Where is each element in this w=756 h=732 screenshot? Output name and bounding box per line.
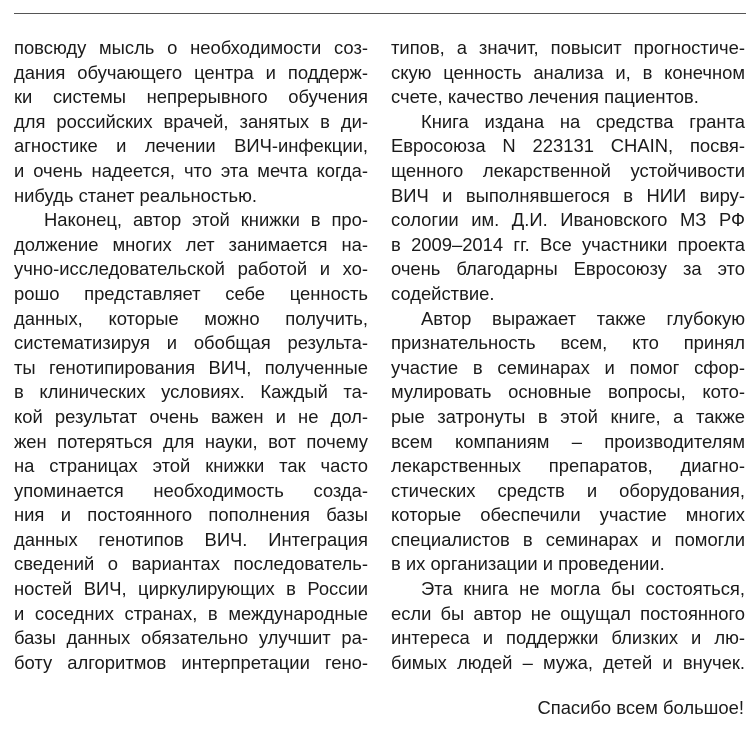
text-line: в 2009–2014 гг. Все участники проекта: [391, 233, 745, 255]
text-line: и соседних странах, в международные: [14, 602, 368, 624]
text-line: ния и постоянного пополнения базы: [14, 504, 368, 526]
text-line: участие в семинарах и помог сфор-: [391, 356, 745, 378]
text-line: нибудь станет реальностью.: [14, 184, 257, 206]
paragraph: [14, 208, 368, 675]
text-line: ВИЧ и выполнявшегося в НИИ виру-: [391, 184, 745, 206]
paragraph: [14, 36, 368, 208]
text-line: учно-исследовательской работой и хо-: [14, 258, 368, 280]
text-line: очень благодарны Евросоюзу за это: [391, 258, 745, 280]
text-line: которые обеспечили участие многих: [391, 504, 745, 526]
text-line: данных, которые можно получить,: [14, 307, 368, 329]
text-line: Автор выражает также глубокую: [421, 307, 745, 329]
text-line: лекарственных препаратов, диагно-: [391, 455, 745, 477]
paragraph: [391, 110, 745, 307]
text-line: скую ценность анализа и, в конечном: [391, 61, 745, 83]
left-column: [14, 36, 368, 675]
text-line: признательность всем, кто принял: [391, 332, 745, 354]
text-line: содействие.: [391, 282, 495, 304]
text-line: для российских врачей, занятых в ди-: [14, 110, 368, 132]
text-line: упоминается необходимость созда-: [14, 479, 368, 501]
text-line: специалистов в семинарах и помогли: [391, 528, 745, 550]
text-line: кой результат очень важен и не дол-: [14, 405, 368, 427]
text-line: сологии им. Д.И. Ивановского МЗ РФ: [391, 209, 745, 231]
text-line: сведений о вариантах последователь-: [14, 553, 368, 575]
text-line: счете, качество лечения пациентов.: [391, 86, 699, 108]
text-line: повсюду мысль о необходимости соз-: [14, 37, 368, 58]
text-line: данных генотипов ВИЧ. Интеграция: [14, 528, 368, 550]
paragraph: [391, 36, 745, 110]
text-line: на страницах этой книжки так часто: [14, 455, 368, 477]
text-line: систематизируя и обобщая результа-: [14, 332, 368, 354]
text-line: и очень надеется, что эта мечта когда-: [14, 159, 368, 181]
text-line: щенного лекарственной устойчивости: [391, 159, 745, 181]
text-line: мулировать основные вопросы, кото-: [391, 381, 745, 403]
text-line: типов, а значит, повысит прогностиче-: [391, 37, 745, 58]
paragraph: [391, 577, 745, 675]
text-line: должение многих лет занимается на-: [14, 233, 368, 255]
text-line: если бы автор не ощущал постоянного: [391, 602, 745, 624]
text-line: рые затронуты в этой книге, а также: [391, 405, 745, 427]
top-rule: [14, 13, 746, 14]
right-column: [391, 36, 745, 675]
text-line: Эта книга не могла бы состояться,: [421, 578, 745, 600]
text-line: всем компаниям – производителям: [391, 430, 745, 452]
text-line: базы данных обязательно улучшит ра-: [14, 627, 368, 649]
text-line: рошо представляет себе ценность: [14, 282, 368, 304]
text-line: жен потеряться для науки, вот почему: [14, 430, 368, 452]
text-line: ки системы непрерывного обучения: [14, 86, 368, 108]
text-line: Наконец, автор этой книжки в про-: [44, 209, 368, 231]
text-line: Евросоюза N 223131 CHAIN, посвя-: [391, 135, 745, 157]
closing-thanks: Спасибо всем большое!: [537, 697, 744, 718]
paragraph: [391, 307, 745, 578]
text-line: в клинических условиях. Каждый та-: [14, 381, 368, 403]
text-line: боту алгоритмов интерпретации гено-: [14, 651, 368, 673]
text-line: агностике и лечении ВИЧ-инфекции,: [14, 135, 368, 157]
text-line: ностей ВИЧ, циркулирующих в России: [14, 578, 368, 600]
text-line: интереса и поддержки близких и лю-: [391, 627, 745, 649]
text-line: Книга издана на средства гранта: [421, 110, 745, 132]
text-line: ты генотипирования ВИЧ, полученные: [14, 356, 368, 378]
text-line: в их организации и проведении.: [391, 553, 665, 575]
text-line: дания обучающего центра и поддерж-: [14, 61, 368, 83]
text-line: бимых людей – мужа, детей и внучек.: [391, 651, 745, 673]
text-line: стических средств и оборудования,: [391, 479, 745, 501]
